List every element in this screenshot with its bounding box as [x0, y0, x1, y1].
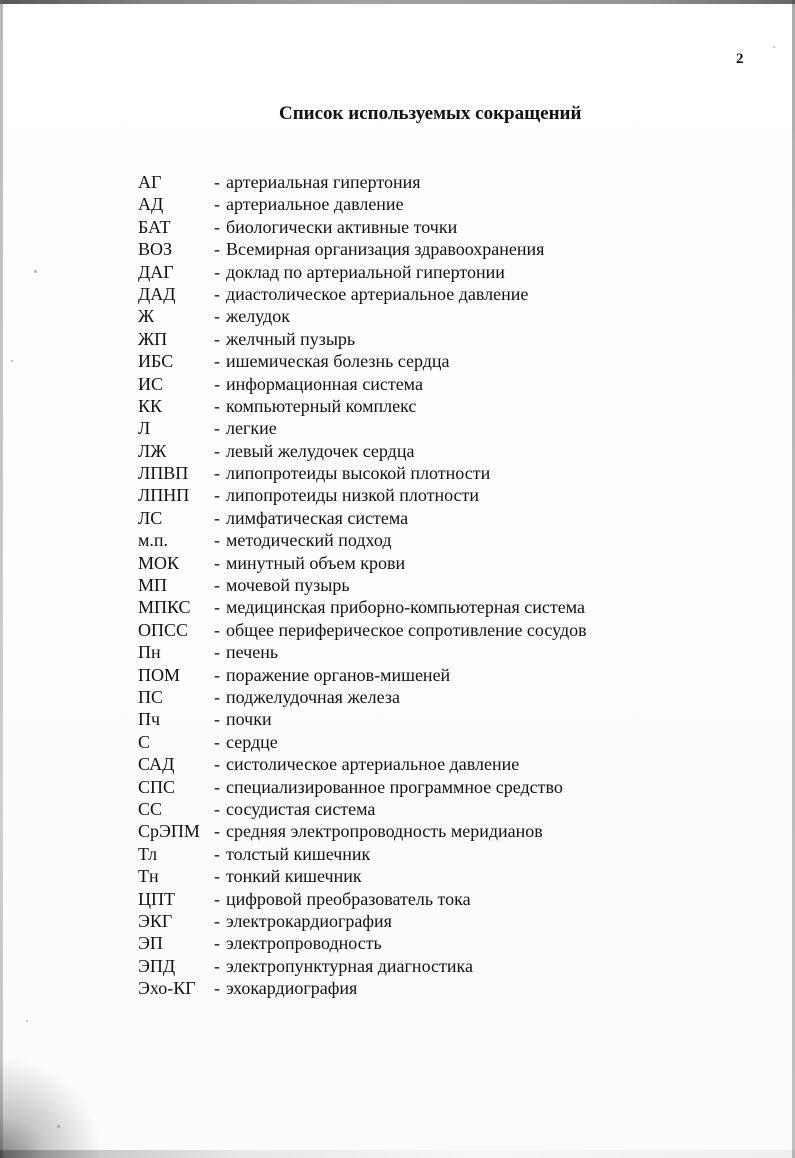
- abbreviation-term: ЦПТ: [138, 888, 175, 909]
- abbreviation-row-lzh: [138, 440, 668, 462]
- abbreviation-term: ВОЗ: [138, 239, 173, 260]
- abbreviation-term: ДАГ: [138, 261, 174, 282]
- separator-dash: -: [214, 463, 220, 484]
- abbreviation-definition: легкие: [226, 418, 277, 439]
- abbreviation-definition: ишемическая болезнь сердца: [226, 351, 450, 372]
- separator-dash: -: [214, 664, 220, 685]
- abbreviation-definition: левый желудочек сердца: [226, 440, 415, 461]
- separator-dash: -: [214, 440, 220, 461]
- abbreviation-row-ibs: [138, 350, 668, 372]
- abbreviation-definition: минутный объем крови: [226, 552, 406, 573]
- abbreviation-row-zh: [138, 305, 668, 327]
- scan-corner-shadow: [0, 1048, 110, 1158]
- scan-speck: [57, 1125, 60, 1128]
- abbreviation-row-ep: [138, 932, 668, 954]
- separator-dash: -: [214, 597, 220, 618]
- separator-dash: -: [214, 798, 220, 819]
- separator-dash: -: [214, 328, 220, 349]
- abbreviation-row-pn: [138, 641, 668, 663]
- abbreviation-term: ЛПВП: [138, 463, 189, 484]
- separator-dash: -: [214, 485, 220, 506]
- abbreviation-row-sad: [138, 753, 668, 775]
- abbreviation-definition: цифровой преобразователь тока: [226, 888, 471, 909]
- separator-dash: -: [214, 507, 220, 528]
- abbreviation-row-voz: [138, 238, 668, 260]
- abbreviation-term: СПС: [138, 776, 176, 797]
- separator-dash: -: [214, 552, 220, 573]
- abbreviation-row-pom: [138, 664, 668, 686]
- scan-speck: [26, 1020, 28, 1022]
- separator-dash: -: [214, 709, 220, 730]
- abbreviation-definition: мочевой пузырь: [226, 575, 350, 596]
- separator-dash: -: [214, 395, 220, 416]
- abbreviation-term: ДАД: [138, 283, 176, 304]
- abbreviation-row-ad: [138, 193, 668, 215]
- abbreviation-row-opss: [138, 619, 668, 641]
- separator-dash: -: [214, 910, 220, 931]
- abbreviation-term: ЭП: [138, 933, 163, 954]
- scan-bottom-edge: [0, 1150, 795, 1158]
- abbreviation-row-tl: [138, 843, 668, 865]
- abbreviation-row-sps: [138, 776, 668, 798]
- separator-dash: -: [214, 866, 220, 887]
- abbreviation-definition: сосудистая система: [226, 798, 376, 819]
- abbreviation-term: С: [138, 731, 151, 752]
- abbreviation-definition: печень: [226, 642, 279, 663]
- abbreviation-row-bat: [138, 216, 668, 238]
- abbreviation-row-lpvp: [138, 462, 668, 484]
- abbreviation-definition: желудок: [226, 306, 290, 327]
- separator-dash: -: [214, 821, 220, 842]
- abbreviation-term: ПОМ: [138, 664, 181, 685]
- separator-dash: -: [214, 575, 220, 596]
- abbreviation-row-ls: [138, 507, 668, 529]
- separator-dash: -: [214, 686, 220, 707]
- abbreviation-row-mok: [138, 552, 668, 574]
- scan-speck: [11, 360, 13, 362]
- abbreviation-term: ЛПНП: [138, 485, 190, 506]
- abbreviation-term: ИБС: [138, 351, 174, 372]
- abbreviation-term: МП: [138, 575, 168, 596]
- abbreviation-definition: эхокардиография: [226, 978, 358, 999]
- abbreviation-term: Тл: [138, 843, 158, 864]
- abbreviation-row-mp: [138, 574, 668, 596]
- abbreviation-term: МПКС: [138, 597, 191, 618]
- separator-dash: -: [214, 530, 220, 551]
- abbreviation-definition: общее периферическое сопротивление сосудов: [226, 619, 587, 640]
- abbreviation-term: МОК: [138, 552, 180, 573]
- abbreviation-term: Тн: [138, 866, 159, 887]
- abbreviation-term: ПС: [138, 686, 164, 707]
- abbreviation-row-zhp: [138, 328, 668, 350]
- abbreviation-definition: медицинская приборно-компьютерная система: [226, 597, 586, 618]
- abbreviation-row-s: [138, 731, 668, 753]
- abbreviation-row-tn: [138, 865, 668, 887]
- separator-dash: -: [214, 418, 220, 439]
- abbreviation-list: [138, 171, 668, 999]
- separator-dash: -: [214, 172, 220, 192]
- scan-left-edge: [0, 0, 3, 1158]
- scan-speck: [34, 270, 37, 273]
- abbreviation-term: ЛС: [138, 507, 163, 528]
- abbreviation-definition: компьютерный комплекс: [226, 395, 417, 416]
- abbreviation-term: ЭКГ: [138, 910, 173, 931]
- abbreviation-term: АД: [138, 194, 164, 215]
- abbreviation-definition: диастолическое артериальное давление: [226, 283, 529, 304]
- abbreviation-row-echo-kg: [138, 977, 668, 999]
- separator-dash: -: [214, 933, 220, 954]
- abbreviation-definition: липопротеиды высокой плотности: [226, 463, 491, 484]
- abbreviation-row-lpnp: [138, 484, 668, 506]
- abbreviation-term: СрЭПМ: [138, 821, 200, 842]
- abbreviation-term: ЭПД: [138, 955, 176, 976]
- abbreviation-term: САД: [138, 754, 175, 775]
- separator-dash: -: [214, 843, 220, 864]
- abbreviation-definition: электропроводность: [226, 933, 382, 954]
- abbreviation-row-l: [138, 417, 668, 439]
- abbreviation-term: ЛЖ: [138, 440, 167, 461]
- abbreviation-row-tspt: [138, 888, 668, 910]
- abbreviation-definition: электрокардиография: [226, 910, 392, 931]
- abbreviation-term: БАТ: [138, 216, 171, 237]
- abbreviation-term: ИС: [138, 373, 164, 394]
- abbreviation-definition: толстый кишечник: [226, 843, 371, 864]
- abbreviation-row-kk: [138, 395, 668, 417]
- separator-dash: -: [214, 261, 220, 282]
- abbreviation-row-mp-method: [138, 529, 668, 551]
- abbreviation-definition: желчный пузырь: [226, 328, 356, 349]
- separator-dash: -: [214, 888, 220, 909]
- page-title: Список используемых сокращений: [279, 103, 582, 124]
- abbreviation-row-pch: [138, 708, 668, 730]
- abbreviation-row-ps: [138, 686, 668, 708]
- abbreviation-definition: артериальная гипертония: [226, 172, 421, 192]
- abbreviation-definition: информационная система: [226, 373, 423, 394]
- abbreviation-row-dad: [138, 283, 668, 305]
- abbreviation-term: КК: [138, 395, 163, 416]
- separator-dash: -: [214, 978, 220, 999]
- abbreviation-definition: специализированное программное средство: [226, 776, 563, 797]
- separator-dash: -: [214, 955, 220, 976]
- separator-dash: -: [214, 239, 220, 260]
- abbreviation-term: ЖП: [138, 328, 168, 349]
- abbreviation-definition: артериальное давление: [226, 194, 404, 215]
- separator-dash: -: [214, 283, 220, 304]
- separator-dash: -: [214, 216, 220, 237]
- separator-dash: -: [214, 619, 220, 640]
- separator-dash: -: [214, 194, 220, 215]
- separator-dash: -: [214, 373, 220, 394]
- abbreviation-term: АГ: [138, 172, 162, 192]
- abbreviation-term: Л: [138, 418, 151, 439]
- abbreviation-definition: липопротеиды низкой плотности: [226, 485, 480, 506]
- abbreviation-row-ss: [138, 798, 668, 820]
- separator-dash: -: [214, 776, 220, 797]
- abbreviation-definition: почки: [226, 709, 272, 730]
- abbreviation-definition: поджелудочная железа: [226, 686, 400, 707]
- abbreviation-term: Пн: [138, 642, 161, 663]
- abbreviation-term: Эхо-КГ: [138, 978, 196, 999]
- scan-top-edge: [0, 0, 795, 4]
- abbreviation-row-is: [138, 373, 668, 395]
- abbreviation-definition: лимфатическая система: [226, 507, 409, 528]
- separator-dash: -: [214, 731, 220, 752]
- abbreviation-term: Пч: [138, 709, 161, 730]
- abbreviation-row-ekg: [138, 910, 668, 932]
- scan-speck: [773, 46, 775, 48]
- abbreviation-row-srepm: [138, 820, 668, 842]
- abbreviation-definition: средняя электропроводность меридианов: [226, 821, 543, 842]
- abbreviation-term: м.п.: [138, 530, 169, 551]
- separator-dash: -: [214, 351, 220, 372]
- abbreviation-row-mpks: [138, 596, 668, 618]
- abbreviation-definition: сердце: [226, 731, 278, 752]
- abbreviation-term: ОПСС: [138, 619, 189, 640]
- separator-dash: -: [214, 754, 220, 775]
- abbreviation-term: Ж: [138, 306, 155, 327]
- separator-dash: -: [214, 306, 220, 327]
- abbreviation-term: СС: [138, 798, 163, 819]
- abbreviation-definition: методический подход: [226, 530, 392, 551]
- abbreviation-definition: электропунктурная диагностика: [226, 955, 473, 976]
- abbreviation-definition: систолическое артериальное давление: [226, 754, 520, 775]
- page-number: 2: [736, 51, 744, 67]
- abbreviation-definition: тонкий кишечник: [226, 866, 362, 887]
- abbreviation-definition: биологически активные точки: [226, 216, 458, 237]
- abbreviation-row-epd: [138, 955, 668, 977]
- abbreviation-definition: поражение органов-мишеней: [226, 664, 451, 685]
- abbreviation-row-dag: [138, 261, 668, 283]
- separator-dash: -: [214, 642, 220, 663]
- abbreviation-definition: Всемирная организация здравоохранения: [226, 239, 545, 260]
- abbreviation-definition: доклад по артериальной гипертонии: [226, 261, 505, 282]
- abbreviation-row-ag: [138, 171, 668, 193]
